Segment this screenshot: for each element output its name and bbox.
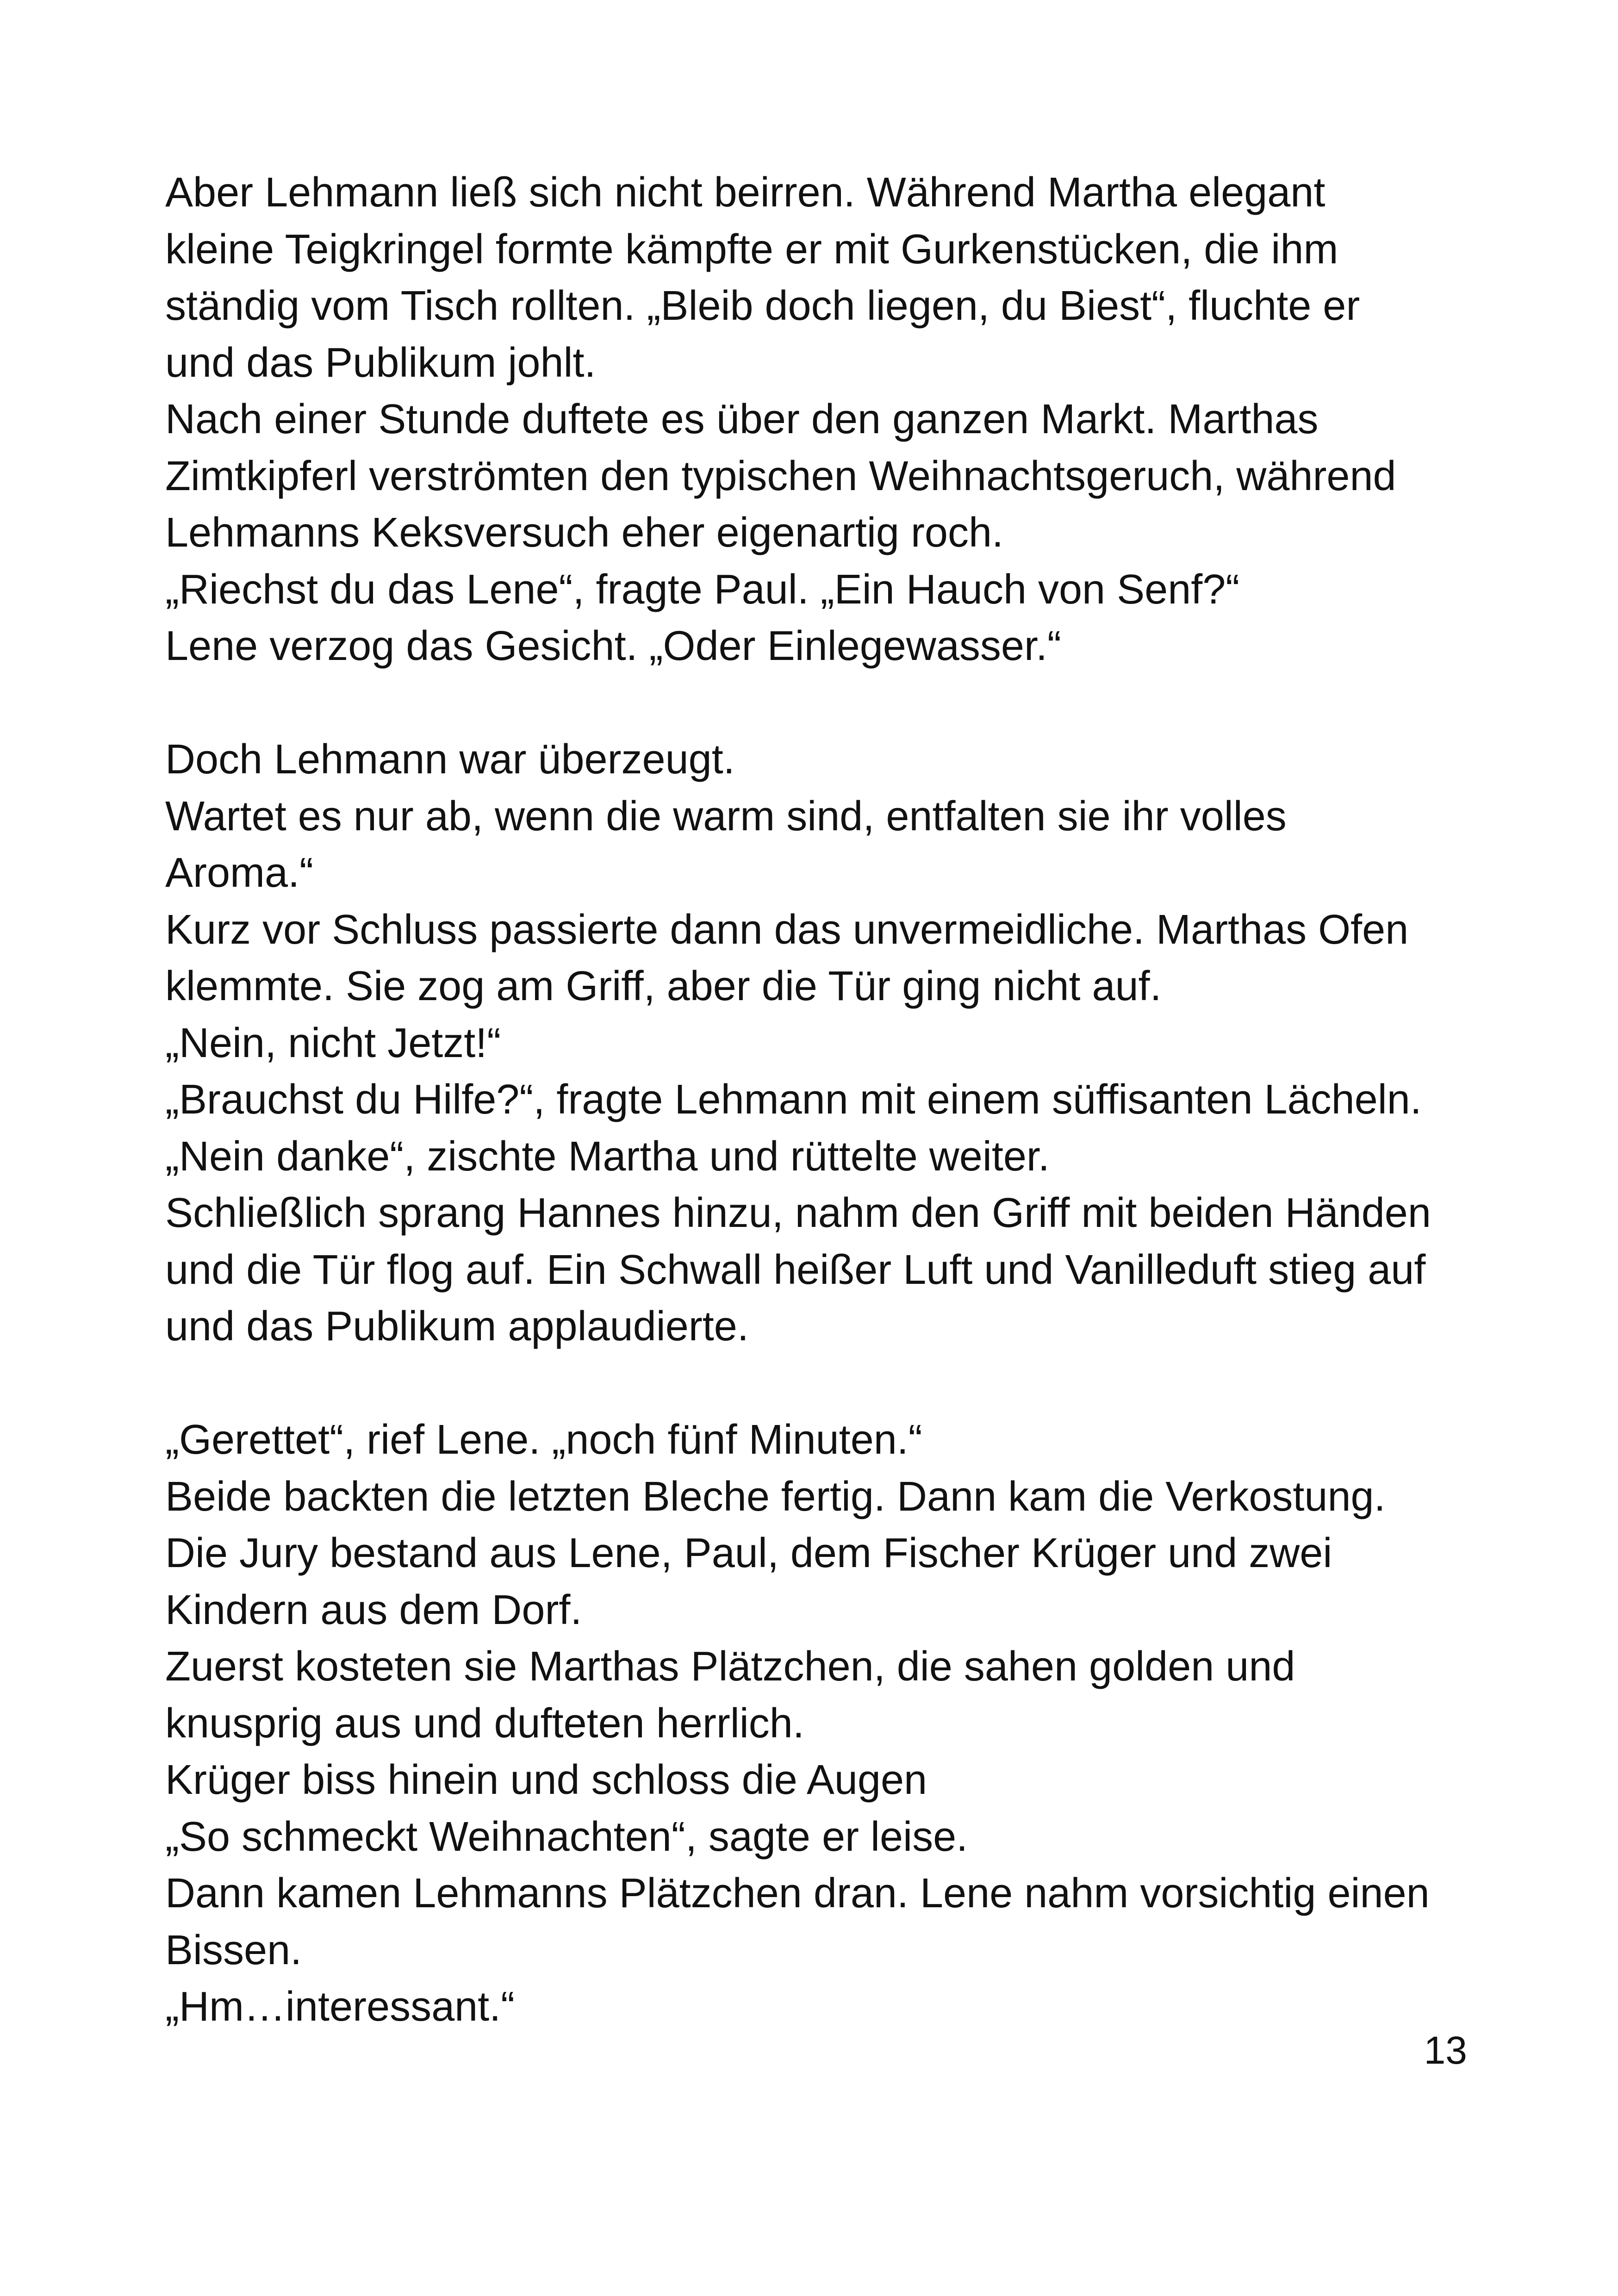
- text-line: Schließlich sprang Hannes hinzu, nahm den Griff mit beiden Händen: [165, 1190, 1431, 1236]
- text-line: Zuerst kosteten sie Marthas Plätzchen, die sahen golden und: [165, 1643, 1295, 1690]
- text-line: Doch Lehmann war überzeugt.: [165, 736, 735, 783]
- text-line: Aber Lehmann ließ sich nicht beirren. Während Martha elegant: [165, 169, 1326, 216]
- text-line: ständig vom Tisch rollten. „Bleib doch liegen, du Biest“, fluchte er: [165, 283, 1360, 329]
- text-line: Wartet es nur ab, wenn die warm sind, entfalten sie ihr volles: [165, 793, 1287, 840]
- text-line: Lehmanns Keksversuch eher eigenartig roch.: [165, 510, 1004, 556]
- text-line: kleine Teigkringel formte kämpfte er mit Gurkenstücken, die ihm: [165, 226, 1338, 273]
- blank-line: [165, 675, 1507, 732]
- page-number: 13: [1424, 2028, 1467, 2072]
- text-line: „Gerettet“, rief Lene. „noch fünf Minuten.“: [165, 1417, 922, 1463]
- text-line: klemmte. Sie zog am Griff, aber die Tür ging nicht auf.: [165, 963, 1162, 1009]
- body-text: [165, 164, 1507, 2035]
- text-line: „Riechst du das Lene“, fragte Paul. „Ein Hauch von Senf?“: [165, 566, 1240, 613]
- text-line: Beide backten die letzten Bleche fertig. Dann kam die Verkostung.: [165, 1473, 1386, 1520]
- text-line: Kindern aus dem Dorf.: [165, 1587, 582, 1633]
- text-line: Dann kamen Lehmanns Plätzchen dran. Lene nahm vorsichtig einen: [165, 1870, 1430, 1916]
- text-line: Lene verzog das Gesicht. „Oder Einlegewasser.“: [165, 623, 1061, 669]
- text-line: und das Publikum applaudierte.: [165, 1303, 749, 1350]
- text-line: „Hm…interessant.“: [165, 1984, 515, 2030]
- text-line: Nach einer Stunde duftete es über den ganzen Markt. Marthas: [165, 396, 1319, 442]
- text-line: Die Jury bestand aus Lene, Paul, dem Fischer Krüger und zwei: [165, 1530, 1332, 1576]
- text-line: Bissen.: [165, 1927, 302, 1973]
- text-line: „Brauchst du Hilfe?“, fragte Lehmann mit einem süffisanten Lächeln.: [165, 1076, 1422, 1123]
- blank-line: [165, 1355, 1507, 1412]
- text-line: und die Tür flog auf. Ein Schwall heißer Luft und Vanilleduft stieg auf: [165, 1246, 1426, 1293]
- text-line: Aroma.“: [165, 850, 314, 896]
- text-line: „Nein danke“, zischte Martha und rüttelte weiter.: [165, 1133, 1050, 1180]
- text-line: „So schmeckt Weihnachten“, sagte er leise.: [165, 1813, 968, 1860]
- text-line: Kurz vor Schluss passierte dann das unvermeidliche. Marthas Ofen: [165, 906, 1409, 953]
- text-line: „Nein, nicht Jetzt!“: [165, 1020, 501, 1066]
- text-line: knusprig aus und dufteten herrlich.: [165, 1700, 804, 1747]
- text-line: und das Publikum johlt.: [165, 339, 596, 386]
- text-line: Zimtkipferl verströmten den typischen Weihnachtsgeruch, während: [165, 453, 1396, 499]
- text-line: Krüger biss hinein und schloss die Augen: [165, 1757, 927, 1803]
